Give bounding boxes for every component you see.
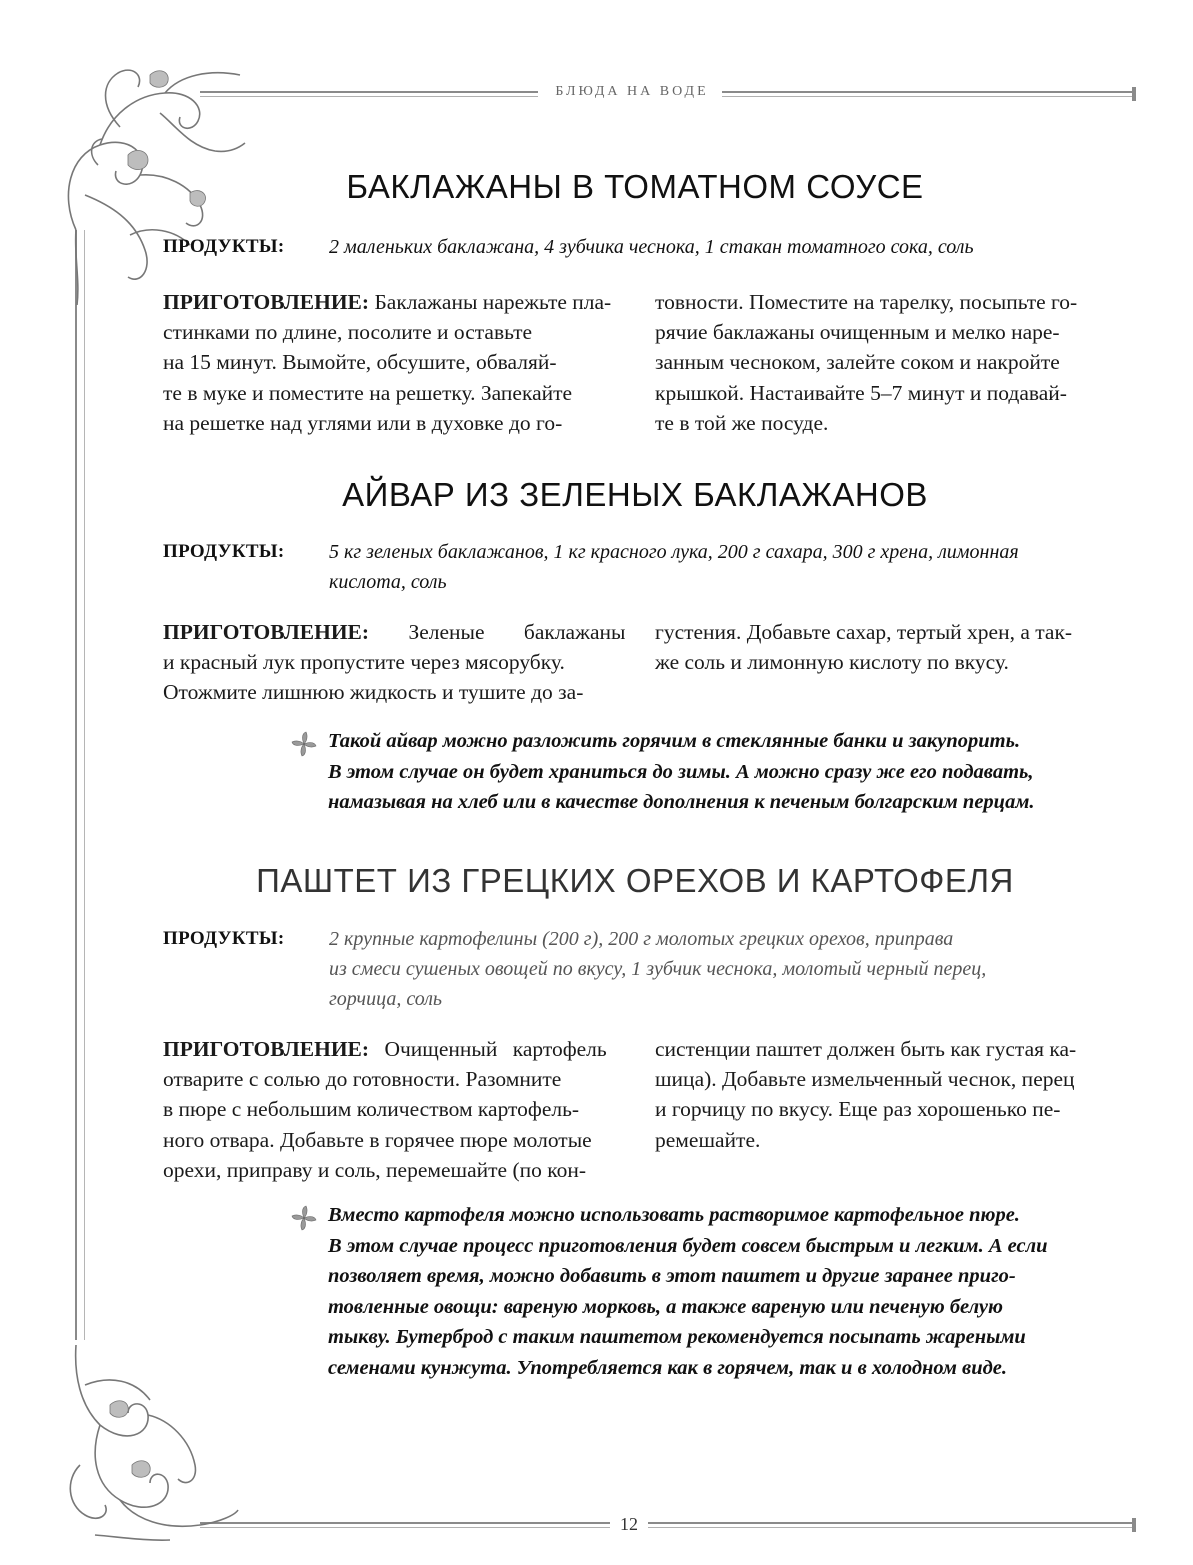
- prep-line: те в муке и поместите на решетку. Запекайте: [163, 380, 573, 405]
- prep-line: ремешайте.: [655, 1127, 761, 1152]
- preparation-right-column: [655, 1034, 1107, 1155]
- prep-line: ного отвара. Добавьте в горячее пюре молотые: [163, 1127, 592, 1152]
- products-line: 5 кг зеленых баклажанов, 1 кг красного лука, 200 г сахара, 300 г хрена, лимонная: [329, 541, 1019, 563]
- running-head: БЛЮДА НА ВОДЕ: [555, 84, 709, 99]
- prep-line: и красный лук пропустите через мясорубку.: [163, 650, 565, 675]
- header-rule-end: [1132, 87, 1136, 101]
- prep-line: Отожмите лишнюю жидкость и тушите до за-: [163, 680, 584, 705]
- tip-note: [328, 726, 1118, 818]
- prep-line: орехи, приправу и соль, перемешайте (по кон-: [163, 1157, 587, 1182]
- preparation-label: ПРИГОТОВЛЕНИЕ:: [163, 290, 370, 314]
- leaf-bullet-icon: [291, 731, 317, 757]
- products-label: ПРОДУКТЫ:: [163, 928, 285, 949]
- header-rule-right: [722, 91, 1134, 97]
- prep-line: занным чесноком, залейте соком и накройте: [655, 350, 1060, 375]
- footer-rule-left: [200, 1522, 610, 1528]
- products-line: кислота, соль: [329, 571, 447, 593]
- prep-line: Очищенный картофель: [369, 1037, 607, 1061]
- note-line: Такой айвар можно разложить горячим в стеклянные банки и закупорить.: [328, 730, 1021, 752]
- recipe-title: ПАШТЕТ ИЗ ГРЕЦКИХ ОРЕХОВ И КАРТОФЕЛЯ: [256, 862, 1014, 899]
- frame-line-outer: [75, 230, 77, 1340]
- prep-line: же соль и лимонную кислоту по вкусу.: [655, 650, 1009, 675]
- preparation-left-column: [163, 617, 626, 708]
- recipe-title: БАКЛАЖАНЫ В ТОМАТНОМ СОУСЕ: [346, 168, 924, 205]
- prep-line: рячие баклажаны очищенным и мелко наре-: [655, 320, 1060, 345]
- note-line: В этом случае он будет храниться до зимы. А можно сразу же его подавать,: [328, 760, 1034, 783]
- products-text: [329, 537, 1119, 597]
- note-line: намазывая на хлеб или в качестве дополнения к печеным болгарским перцам.: [328, 791, 1035, 813]
- page-number: 12: [620, 1514, 638, 1534]
- note-line: В этом случае процесс приготовления будет совсем быстрым и легким. А если: [328, 1234, 1048, 1257]
- footer-rule-end: [1132, 1518, 1136, 1532]
- prep-line: Зеленые баклажаны: [369, 620, 626, 644]
- prep-line: на решетке над углями или в духовке до го-: [163, 410, 563, 435]
- preparation-left-column: [163, 1034, 619, 1185]
- prep-line: крышкой. Настаивайте 5–7 минут и подавай-: [655, 380, 1067, 405]
- flourish-ornament-bottom: [40, 1345, 240, 1545]
- prep-line: стинками по длине, посолите и оставьте: [163, 320, 533, 345]
- header-rule-left: [200, 91, 538, 97]
- products-label: ПРОДУКТЫ:: [163, 541, 285, 562]
- prep-line: те в той же посуде.: [655, 410, 829, 435]
- prep-line: систенции паштет должен быть как густая ка-: [655, 1037, 1077, 1061]
- products-line: из смеси сушеных овощей по вкусу, 1 зубчик чеснока, молотый черный перец,: [329, 958, 987, 980]
- note-line: Вместо картофеля можно использовать растворимое картофельное пюре.: [328, 1204, 1020, 1226]
- products-text: [329, 232, 1119, 262]
- preparation-right-column: [655, 287, 1107, 438]
- prep-line: товности. Поместите на тарелку, посыпьте го-: [655, 290, 1078, 314]
- note-line: товленные овощи: вареную морковь, а также вареную или печеную белую: [328, 1295, 1003, 1318]
- prep-line: шица). Добавьте измельченный чеснок, перец: [655, 1067, 1075, 1092]
- footer-rule-right: [648, 1522, 1134, 1528]
- prep-line: в пюре с небольшим количеством картофель-: [163, 1097, 580, 1122]
- preparation-label: ПРИГОТОВЛЕНИЕ:: [163, 1037, 370, 1061]
- frame-line-inner: [84, 230, 85, 1340]
- prep-line: густения. Добавьте сахар, тертый хрен, а так-: [655, 620, 1073, 644]
- prep-line: на 15 минут. Вымойте, обсушите, обваляй-: [163, 350, 557, 375]
- preparation-left-column: [163, 287, 619, 438]
- prep-line: Баклажаны нарежьте пла-: [369, 290, 612, 314]
- tip-note: [328, 1200, 1118, 1383]
- prep-line: и горчицу по вкусу. Еще раз хорошенько пе-: [655, 1097, 1061, 1122]
- preparation-label: ПРИГОТОВЛЕНИЕ:: [163, 620, 370, 644]
- note-line: семенами кунжута. Употребляется как в горячем, так и в холодном виде.: [328, 1356, 1007, 1379]
- products-line: горчица, соль: [329, 988, 443, 1010]
- products-line: 2 крупные картофелины (200 г), 200 г молотых грецких орехов, приправа: [329, 928, 954, 950]
- prep-line: отварите с солью до готовности. Разомните: [163, 1067, 562, 1092]
- note-line: тыкву. Бутерброд с таким паштетом рекомендуется посыпать жареными: [328, 1326, 1026, 1348]
- recipe-title: АЙВАР ИЗ ЗЕЛЕНЫХ БАКЛАЖАНОВ: [342, 476, 928, 513]
- products-text: [329, 924, 1119, 1014]
- products-label: ПРОДУКТЫ:: [163, 236, 285, 257]
- note-line: позволяет время, можно добавить в этот паштет и другие заранее приго-: [328, 1265, 1016, 1287]
- products-line: 2 маленьких баклажана, 4 зубчика чеснока, 1 стакан томатного сока, соль: [329, 236, 974, 258]
- preparation-right-column: [655, 617, 1107, 677]
- leaf-bullet-icon: [291, 1205, 317, 1231]
